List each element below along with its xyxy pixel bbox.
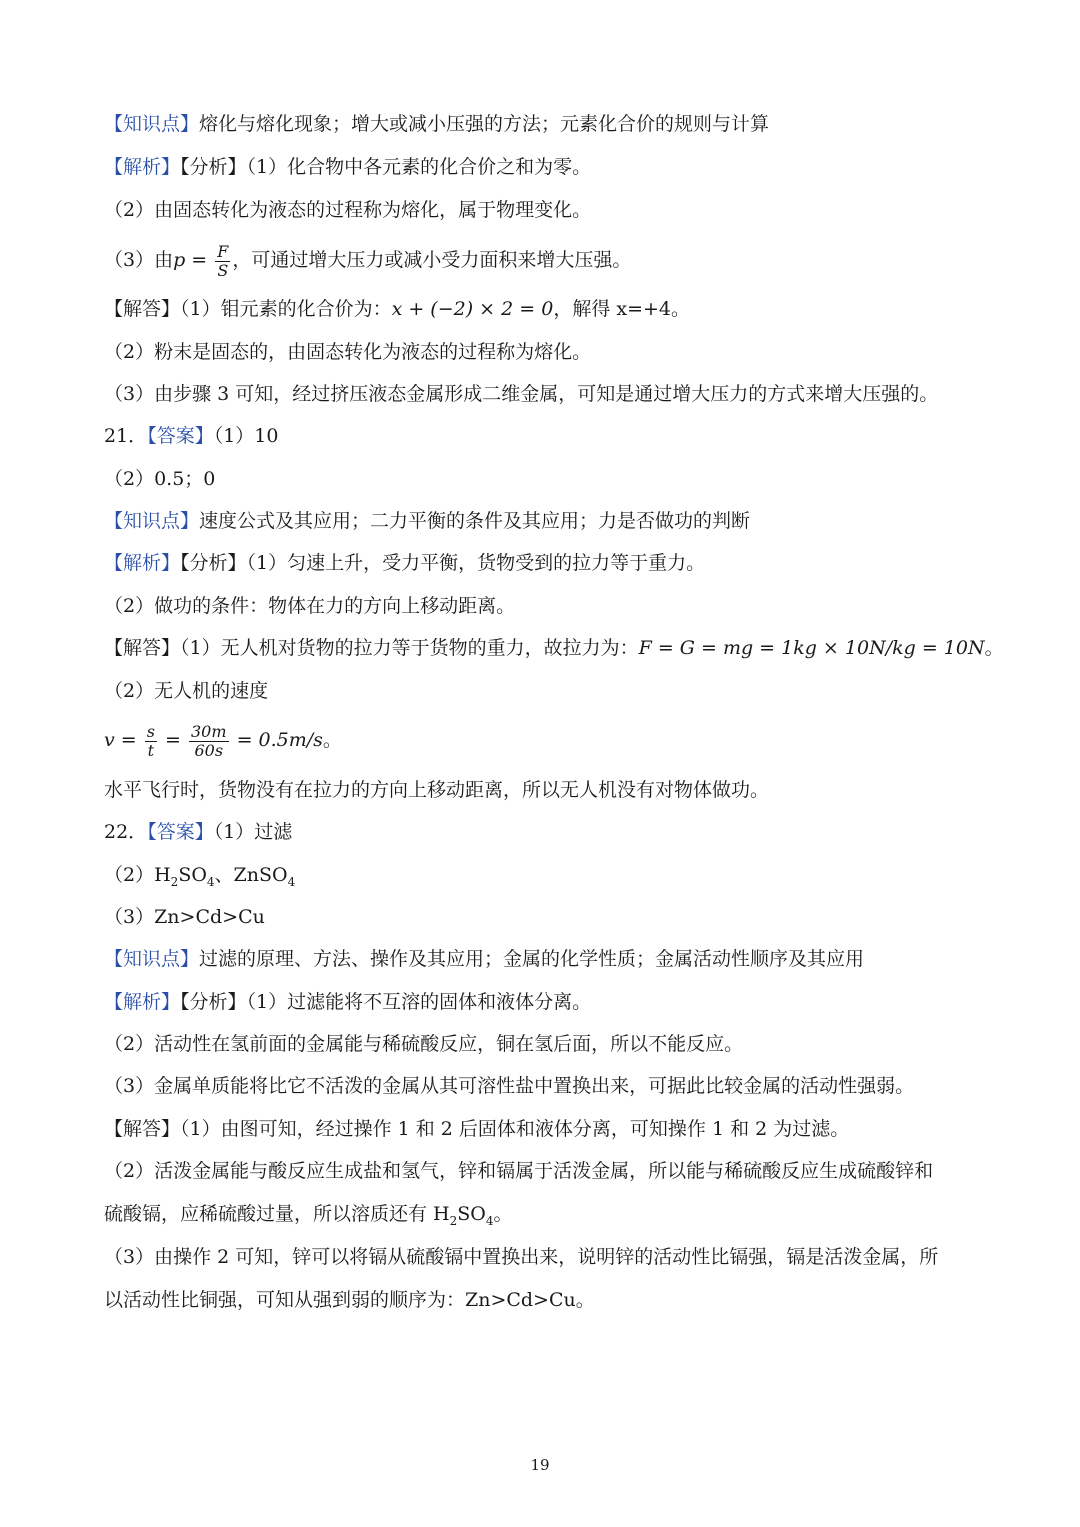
q21-v-eq: v = [104, 729, 137, 751]
q20-frac-num: F [217, 241, 229, 261]
q21-v-eq2: = [165, 729, 181, 751]
analysis-tag: 【解析】 [104, 156, 181, 178]
q22-analysis-2: （2）活动性在氢前面的金属能与稀硫酸反应，铜在氢后面，所以不能反应。 [104, 1033, 744, 1055]
knowledge-tag: 【知识点】 [104, 948, 200, 970]
q20-solution-1 [104, 295, 690, 323]
q22-solution-1: 【解答】（1）由图可知，经过操作 1 和 2 后固体和液体分离，可知操作 1 和 2 为过滤。 [104, 1118, 850, 1140]
q20-analysis-text: 【分析】（1）化合物中各元素的化合价之和为零。 [180, 156, 592, 178]
q20-analysis-line [104, 153, 591, 181]
analysis-tag: 【解析】 [104, 552, 181, 574]
q22-sol2b-sub2: 4 [485, 1213, 494, 1228]
q21-value-fraction [189, 723, 229, 760]
q21-frac-s: s [146, 721, 155, 741]
q22-analysis-line [104, 988, 591, 1016]
knowledge-tag: 【知识点】 [104, 113, 200, 135]
q22-solution-2b [104, 1200, 513, 1235]
q21-analysis-text: 【分析】（1）匀速上升，受力平衡，货物受到的拉力等于重力。 [180, 552, 706, 574]
q22-knowledge-line [104, 945, 864, 973]
q21-v-end: 。 [322, 729, 342, 751]
q21-frac-t: t [147, 740, 155, 760]
q21-sol1-math: F = G = mg = 1kg × 10N/kg = 10N [638, 637, 985, 659]
q22-ans2-mid2: 、ZnSO [214, 864, 288, 886]
q21-ans1: （1）10 [213, 425, 279, 447]
q22-ans2 [104, 861, 295, 896]
answer-tag: 【答案】 [147, 821, 214, 843]
q21-velocity-formula [104, 718, 342, 762]
q21-analysis-2: （2）做功的条件：物体在力的方向上移动距离。 [104, 595, 516, 617]
q20-sol1-post: ，解得 x=+4。 [553, 298, 691, 320]
q21-solution-1 [104, 634, 1004, 662]
q22-solution-3b: 以活动性比铜强，可知从强到弱的顺序为：Zn>Cd>Cu。 [104, 1289, 595, 1311]
q21-ans2: （2）0.5；0 [104, 468, 216, 490]
analysis-tag: 【解析】 [104, 991, 181, 1013]
q21-sol1-pre: 【解答】（1）无人机对货物的拉力等于货物的重力，故拉力为： [104, 637, 639, 659]
q22-ans2-sub1: 2 [170, 874, 179, 889]
q22-ans2-sub3: 4 [287, 874, 296, 889]
q21-v-result: = 0.5m/s [236, 729, 323, 751]
q22-sol2b-mid: SO [457, 1203, 486, 1225]
q21-number: 21． [104, 425, 148, 447]
answer-tag: 【答案】 [147, 425, 214, 447]
q22-sol2b-pre: 硫酸镉，应稀硫酸过量，所以溶质还有 H [104, 1203, 450, 1225]
q22-number: 22． [104, 821, 148, 843]
q20-knowledge-text: 熔化与熔化现象；增大或减小压强的方法；元素化合价的规则与计算 [199, 113, 770, 135]
q21-solution-2: （2）无人机的速度 [104, 680, 269, 702]
page-number: 19 [530, 1456, 550, 1474]
q22-ans2-sub2: 4 [206, 874, 215, 889]
q20-a3-pre: （3）由 [104, 249, 174, 271]
q21-sol1-post: 。 [984, 637, 1004, 659]
q21-knowledge-text: 速度公式及其应用；二力平衡的条件及其应用；力是否做功的判断 [199, 510, 751, 532]
q20-p-eq: p = [173, 249, 208, 271]
q21-frac-30m: 30m [190, 721, 227, 741]
q21-answer-line [104, 422, 278, 450]
q20-sol1-math: x + (−2) × 2 = 0 [391, 298, 554, 320]
knowledge-tag: 【知识点】 [104, 510, 200, 532]
q20-knowledge-line [104, 110, 769, 138]
q20-a3-post: ，可通过增大压力或减小受力面积来增大压强。 [232, 249, 632, 271]
q21-knowledge-line [104, 507, 750, 535]
q21-analysis-line [104, 549, 705, 577]
q22-solution-3a: （3）由操作 2 可知，锌可以将镉从硫酸镉中置换出来，说明锌的活动性比镉强，镉是活泼金属，所 [104, 1246, 939, 1268]
q22-ans1: （1）过滤 [213, 821, 293, 843]
q22-solution-2a: （2）活泼金属能与酸反应生成盐和氢气，锌和镉属于活泼金属，所以能与稀硫酸反应生成硫酸锌和 [104, 1160, 934, 1182]
q21-st-fraction [145, 723, 157, 760]
q22-analysis-text: 【分析】（1）过滤能将不互溶的固体和液体分离。 [180, 991, 592, 1013]
q20-solution-2: （2）粉末是固态的，由固态转化为液态的过程称为熔化。 [104, 341, 592, 363]
q20-frac-den: S [217, 260, 229, 280]
q20-fraction [215, 243, 230, 280]
q22-sol2b-post: 。 [493, 1203, 513, 1225]
q22-ans2-pre: （2）H [104, 864, 171, 886]
q21-frac-60s: 60s [194, 740, 224, 760]
q22-ans2-mid: SO [178, 864, 207, 886]
q22-sol2b-sub1: 2 [449, 1213, 458, 1228]
q20-solution-3: （3）由步骤 3 可知，经过挤压液态金属形成二维金属，可知是通过增大压力的方式来增大压强的。 [104, 383, 939, 405]
q20-analysis-2: （2）由固态转化为液态的过程称为熔化，属于物理变化。 [104, 199, 592, 221]
q22-analysis-3: （3）金属单质能将比它不活泼的金属从其可溶性盐中置换出来，可据此比较金属的活动性强弱。 [104, 1075, 915, 1097]
q21-solution-3: 水平飞行时，货物没有在拉力的方向上移动距离，所以无人机没有对物体做功。 [104, 779, 770, 801]
q22-answer-line [104, 818, 292, 846]
q22-knowledge-text: 过滤的原理、方法、操作及其应用；金属的化学性质；金属活动性顺序及其应用 [199, 948, 865, 970]
q20-analysis-3 [104, 240, 631, 280]
q22-ans3: （3）Zn>Cd>Cu [104, 906, 265, 928]
q20-sol1-pre: 【解答】（1）钼元素的化合价为： [104, 298, 392, 320]
